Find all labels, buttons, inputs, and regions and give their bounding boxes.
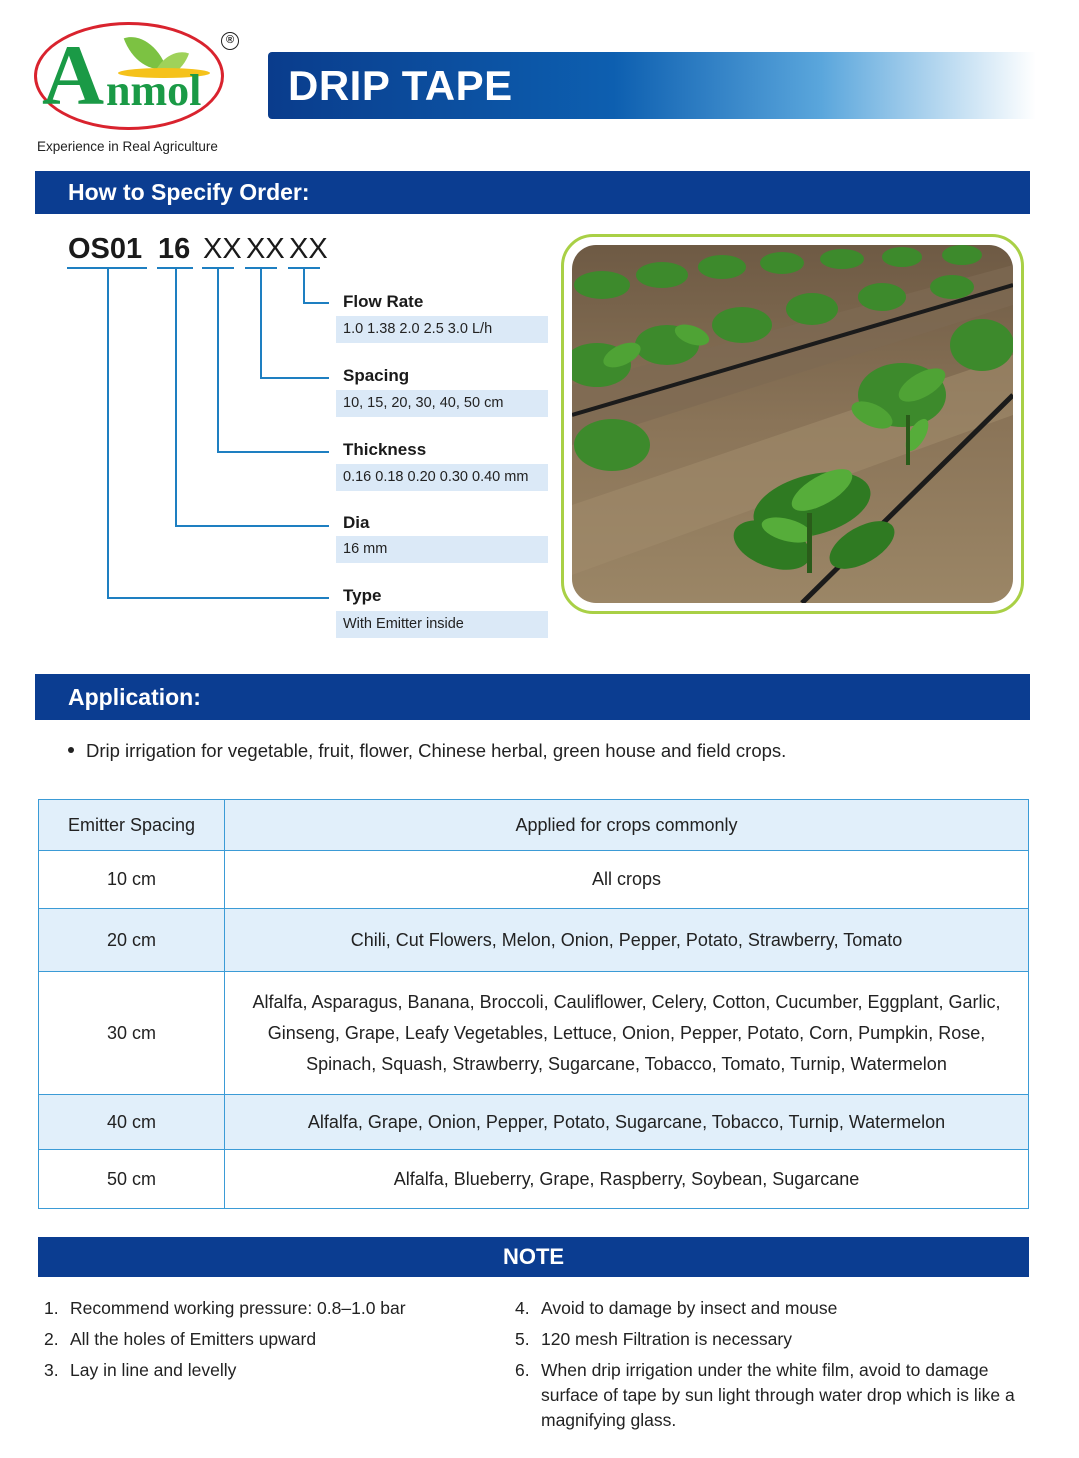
code-flow-rate: XX: [289, 233, 328, 265]
connector-line: [260, 269, 262, 379]
note-text: Avoid to damage by insect and mouse: [541, 1298, 838, 1318]
crops-cell: Alfalfa, Asparagus, Banana, Broccoli, Cauliflower, Celery, Cotton, Cucumber, Eggplant, Garlic, Ginseng, Grape, Leafy Vegetables, Lettuce, Onion, Pepper, Potato, Corn, Pumpkin, Rose, Spinach, Squash, Strawberry, Sugarcane, Tobacco, Tomato, Turnip, Watermelon: [225, 972, 1029, 1095]
header-emitter-spacing: Emitter Spacing: [39, 800, 225, 851]
logo-wordmark: nmol: [106, 66, 202, 115]
table-row: [39, 851, 1029, 909]
type-values: With Emitter inside: [336, 611, 548, 638]
connector-line: [175, 269, 177, 527]
crops-cell: Alfalfa, Blueberry, Grape, Raspberry, Soybean, Sugarcane: [225, 1150, 1029, 1209]
connector-line: [260, 377, 329, 379]
note-number: 6.: [515, 1360, 530, 1380]
header-applied-crops: Applied for crops commonly: [225, 800, 1029, 851]
list-item: [44, 1296, 484, 1321]
spacing-values: 10, 15, 20, 30, 40, 50 cm: [336, 390, 548, 417]
spacing-cell: 10 cm: [39, 851, 225, 909]
field-photo: [572, 245, 1013, 603]
connector-line: [303, 302, 329, 304]
crop-table: [38, 799, 1029, 1209]
spacing-cell: 40 cm: [39, 1095, 225, 1150]
table-row: [39, 972, 1029, 1095]
thickness-values: 0.16 0.18 0.20 0.30 0.40 mm: [336, 464, 548, 491]
code-type: OS01: [68, 233, 143, 265]
thickness-label: Thickness: [343, 440, 427, 459]
flow-rate-label: Flow Rate: [343, 292, 424, 311]
page-title: DRIP TAPE: [288, 62, 513, 109]
spacing-label: Spacing: [343, 366, 410, 385]
note-text: When drip irrigation under the white film, avoid to damage surface of tape by sun light through water drop which is like a magnifying glass.: [541, 1360, 1015, 1430]
spacing-cell: 20 cm: [39, 909, 225, 972]
list-item: [44, 1358, 484, 1383]
brand-tagline: Experience in Real Agriculture: [37, 139, 218, 154]
bullet-icon: [68, 747, 74, 753]
note-number: 2.: [44, 1329, 59, 1349]
crops-cell: Chili, Cut Flowers, Melon, Onion, Pepper, Potato, Strawberry, Tomato: [225, 909, 1029, 972]
dia-values: 16 mm: [336, 536, 548, 563]
type-label: Type: [343, 586, 382, 605]
table-header-row: [39, 800, 1029, 851]
list-item: [515, 1358, 1025, 1433]
note-text: All the holes of Emitters upward: [70, 1329, 317, 1349]
note-number: 4.: [515, 1298, 530, 1318]
note-number: 3.: [44, 1360, 59, 1380]
note-list-right: [515, 1296, 1025, 1439]
connector-line: [217, 269, 219, 453]
specify-heading: How to Specify Order:: [35, 171, 1030, 214]
list-item: [44, 1327, 484, 1352]
crops-cell: All crops: [225, 851, 1029, 909]
note-text: Recommend working pressure: 0.8–1.0 bar: [70, 1298, 406, 1318]
connector-line: [217, 451, 329, 453]
connector-line: [107, 269, 109, 599]
dia-label: Dia: [343, 513, 370, 532]
pepper-field-illustration: [572, 245, 1013, 603]
brand-logo: [34, 22, 234, 134]
logo-initial: A: [42, 27, 105, 123]
field-photo-frame: [561, 234, 1024, 614]
table-row: [39, 1150, 1029, 1209]
connector-line: [107, 597, 329, 599]
application-text: Drip irrigation for vegetable, fruit, flower, Chinese herbal, green house and field crops.: [86, 740, 787, 761]
note-number: 5.: [515, 1329, 530, 1349]
code-dia: 16: [158, 233, 191, 265]
spacing-cell: 50 cm: [39, 1150, 225, 1209]
connector-line: [303, 269, 305, 304]
application-heading: Application:: [35, 674, 1030, 720]
crops-cell: Alfalfa, Grape, Onion, Pepper, Potato, Sugarcane, Tobacco, Turnip, Watermelon: [225, 1095, 1029, 1150]
note-heading: NOTE: [38, 1237, 1029, 1277]
table-row: [39, 909, 1029, 972]
list-item: [515, 1296, 1025, 1321]
title-banner: [268, 52, 1036, 119]
note-text: Lay in line and levelly: [70, 1360, 237, 1380]
registered-icon: ®: [221, 32, 239, 50]
connector-line: [175, 525, 329, 527]
application-bullet: [68, 740, 786, 762]
note-text: 120 mesh Filtration is necessary: [541, 1329, 792, 1349]
list-item: [515, 1327, 1025, 1352]
flow-rate-values: 1.0 1.38 2.0 2.5 3.0 L/h: [336, 316, 548, 343]
code-spacing: XX: [246, 233, 285, 265]
note-list-left: [44, 1296, 484, 1389]
spacing-cell: 30 cm: [39, 972, 225, 1095]
code-thickness: XX: [203, 233, 242, 265]
note-number: 1.: [44, 1298, 59, 1318]
table-row: [39, 1095, 1029, 1150]
